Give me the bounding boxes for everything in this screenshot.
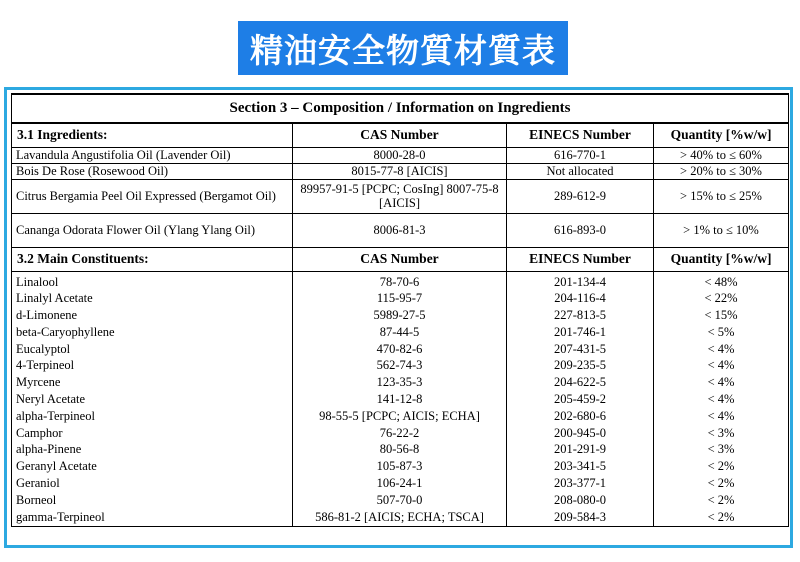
ingredient-einecs: 289-612-9 (507, 179, 654, 213)
constituent-einecs: 203-377-1 (553, 476, 607, 491)
constituent-quantity: < 15% (704, 308, 738, 323)
ingredient-quantity: > 1% to ≤ 10% (654, 213, 789, 247)
constituent-quantity: < 22% (704, 291, 738, 306)
constituent-name: beta-Caryophyllene (16, 324, 115, 339)
constituent-name: Eucalyptol (16, 341, 71, 356)
ingredient-name: Citrus Bergamia Peel Oil Expressed (Bergamot Oil) (12, 179, 293, 213)
constituent-quantity-column (654, 271, 789, 527)
constituent-cas: 5989-27-5 (373, 308, 426, 323)
constituent-einecs: 203-341-5 (553, 459, 607, 474)
constituent-einecs: 200-945-0 (553, 425, 607, 440)
ingredients-header-name: 3.1 Ingredients: (12, 123, 293, 147)
constituent-cas: 115-95-7 (376, 291, 423, 306)
ingredient-name: Lavandula Angustifolia Oil (Lavender Oil) (12, 147, 293, 163)
constituent-name: 4-Terpineol (16, 358, 75, 373)
constituent-name: Linalyl Acetate (16, 291, 93, 306)
ingredient-cas: 8000-28-0 (293, 147, 507, 163)
constituent-name: Myrcene (16, 375, 61, 390)
ingredient-name: Cananga Odorata Flower Oil (Ylang Ylang Oil) (12, 213, 293, 247)
ingredients-header-quantity: Quantity [%w/w] (654, 123, 789, 147)
constituents-list-row (12, 271, 789, 527)
constituent-cas-column (293, 271, 507, 527)
constituent-einecs: 201-134-4 (553, 274, 607, 289)
constituent-cas: 470-82-6 (376, 341, 423, 356)
ingredient-cas: 8015-77-8 [AICIS] (293, 163, 507, 179)
constituent-quantity: < 2% (707, 509, 735, 524)
ingredient-cas: 89957-91-5 [PCPC; CosIng] 8007-75-8 [AICIS] (293, 179, 507, 213)
ingredient-einecs: Not allocated (507, 163, 654, 179)
constituent-name: Linalool (16, 274, 59, 289)
constituents-header-einecs: EINECS Number (507, 247, 654, 271)
constituent-quantity: < 5% (707, 324, 735, 339)
constituent-name: Geranyl Acetate (16, 459, 97, 474)
constituent-quantity: < 4% (707, 358, 735, 373)
constituents-header-quantity: Quantity [%w/w] (654, 247, 789, 271)
constituent-einecs: 207-431-5 (553, 341, 607, 356)
composition-table (11, 93, 789, 527)
ingredient-quantity: > 15% to ≤ 25% (654, 179, 789, 213)
constituents-header-cas: CAS Number (293, 247, 507, 271)
section-title: Section 3 – Composition / Information on Ingredients (12, 94, 789, 123)
page-banner-title: 精油安全物質材質表 (238, 21, 568, 75)
ingredients-header-row (12, 123, 789, 147)
constituent-einecs-column (507, 271, 654, 527)
constituent-cas: 78-70-6 (379, 274, 420, 289)
constituent-einecs: 209-235-5 (553, 358, 607, 373)
constituent-einecs: 202-680-6 (553, 408, 607, 423)
ingredient-quantity: > 20% to ≤ 30% (654, 163, 789, 179)
constituent-einecs: 204-116-4 (554, 291, 606, 306)
constituent-cas: 507-70-0 (376, 492, 423, 507)
constituents-header-name: 3.2 Main Constituents: (12, 247, 293, 271)
constituent-einecs: 227-813-5 (553, 308, 607, 323)
constituent-cas: 586-81-2 [AICIS; ECHA; TSCA] (315, 509, 484, 524)
ingredient-row (12, 213, 789, 247)
constituent-einecs: 201-746-1 (553, 324, 607, 339)
constituent-name: alpha-Terpineol (16, 408, 95, 423)
ingredient-cas: 8006-81-3 (293, 213, 507, 247)
constituent-quantity: < 2% (707, 492, 735, 507)
constituent-name: Camphor (16, 425, 63, 440)
ingredient-row (12, 163, 789, 179)
constituent-cas: 87-44-5 (379, 324, 420, 339)
constituent-quantity: < 2% (707, 476, 735, 491)
constituent-name: gamma-Terpineol (16, 509, 105, 524)
constituent-cas: 105-87-3 (376, 459, 423, 474)
constituent-cas: 141-12-8 (376, 392, 423, 407)
ingredient-row (12, 179, 789, 213)
constituent-name: Borneol (16, 492, 57, 507)
constituent-quantity: < 3% (707, 425, 735, 440)
constituent-quantity: < 4% (707, 341, 735, 356)
constituent-name: alpha-Pinene (16, 442, 82, 457)
constituents-header-row (12, 247, 789, 271)
constituent-cas: 106-24-1 (376, 476, 423, 491)
constituent-quantity: < 4% (707, 392, 735, 407)
constituent-einecs: 208-080-0 (553, 492, 607, 507)
ingredient-einecs: 616-770-1 (507, 147, 654, 163)
constituent-quantity: < 48% (704, 274, 738, 289)
constituent-quantity: < 4% (707, 375, 735, 390)
ingredient-name: Bois De Rose (Rosewood Oil) (12, 163, 293, 179)
constituent-einecs: 201-291-9 (553, 442, 607, 457)
constituent-name: Neryl Acetate (16, 392, 86, 407)
ingredient-quantity: > 40% to ≤ 60% (654, 147, 789, 163)
ingredient-row (12, 147, 789, 163)
ingredients-header-einecs: EINECS Number (507, 123, 654, 147)
constituent-einecs: 209-584-3 (553, 509, 607, 524)
constituent-cas: 80-56-8 (379, 442, 420, 457)
constituent-cas: 123-35-3 (376, 375, 423, 390)
constituent-einecs: 204-622-5 (553, 375, 607, 390)
constituent-quantity: < 2% (707, 459, 735, 474)
constituent-names-column (12, 271, 293, 527)
constituent-cas: 98-55-5 [PCPC; AICIS; ECHA] (319, 408, 480, 423)
constituent-name: Geraniol (16, 476, 60, 491)
ingredients-header-cas: CAS Number (293, 123, 507, 147)
constituent-quantity: < 4% (707, 408, 735, 423)
constituent-cas: 562-74-3 (376, 358, 423, 373)
constituent-name: d-Limonene (16, 308, 78, 323)
ingredient-einecs: 616-893-0 (507, 213, 654, 247)
constituent-einecs: 205-459-2 (553, 392, 607, 407)
constituent-cas: 76-22-2 (379, 425, 420, 440)
document-frame (4, 87, 793, 548)
constituent-quantity: < 3% (707, 442, 735, 457)
